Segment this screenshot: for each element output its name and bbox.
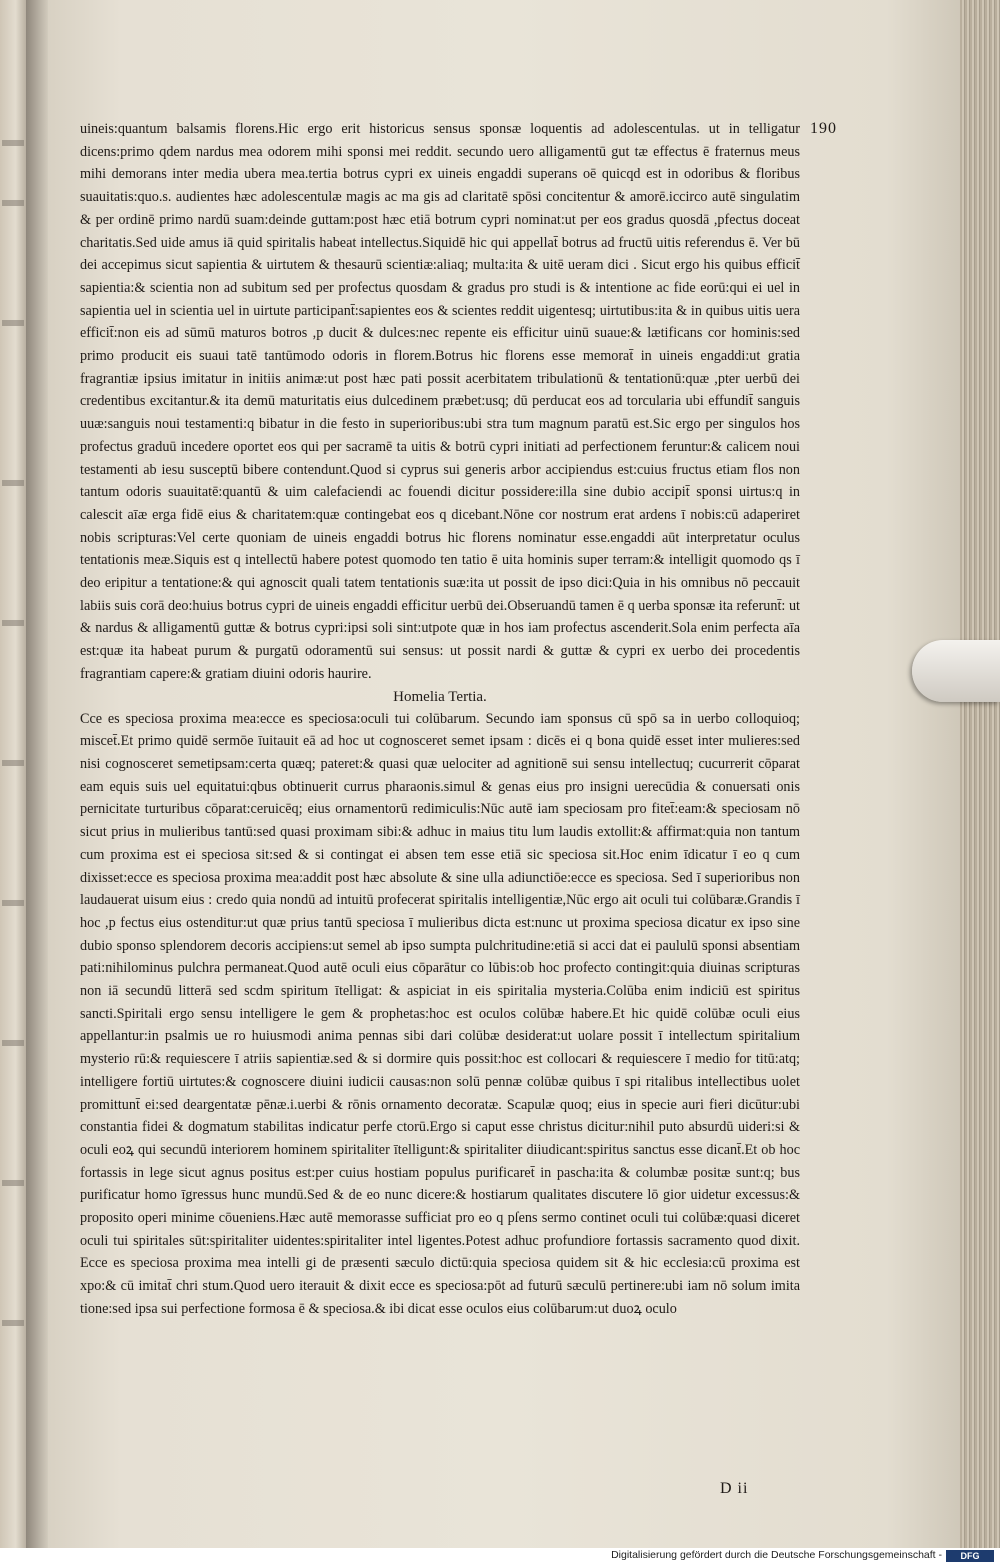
digitization-footer xyxy=(0,1548,1000,1564)
dfg-logo-icon: DFG xyxy=(946,1550,994,1562)
text-fragment xyxy=(2,760,24,766)
page-clip xyxy=(912,640,1000,702)
text-fragment xyxy=(2,480,24,486)
homily-paragraph: Cce es speciosa proxima mea:ecce es speciosa:oculi tui colūbarum. Secundo iam sponsus cū spō sa in uerbo colloquioq; miscet̄.Et primo quidē sermōe īuitauit eā ad hoc ut cognosceret semet ipsam : dicēs ei q bona quidē esset inter mulieres:sed nisi cognosceret semetipsam:certa quæq; pateret:& quasi quæ uelociter ad agnitionē sui sensu intellectuq; cucurrerit cōparat eam equis suis uel equitatui:qbus obtinuerit currus pharaonis.simul & genas eius pro insigni uerecūdia & conuersati onis pernicitate turturibus cōparat:ceruicēq; eius ornamentorū redimiculis:Nūc autē iam speciosam pro fitet̄:eam:& speciosam nō sicut prius in mulieribus tantū:sed quasi proximam sibi:& adhuc in maius titu lum laudis extollit:& affirmat:quia non tantum cum proxima est ei speciosa sit:sed & si contingat ei absen tem esse etiā sic speciosa sit.Hoc enim īdicatur ī eo q cum dixisset:ecce es speciosa proxima mea:addit post hæc absolute & sine ulla adiunctiōe:ecce es speciosa. Sed ī superioribus non laudauerat uisum eius : credo quia nondū ad intuitū profecerat spiritalis intelligentiæ,Nūc ergo ait oculi tui colūbaræ.Grandis ī hoc ,p fectus eius ostenditur:ut quæ prius tantū speciosa ī mulieribus dicta est:nunc ut proxima speciosa dicatur ex ipso sine dubio sponso splendorem decoris accipiens:ut semel ab ipso sumpta pulchritudine:etiā si acci dat ei paululū sponsi absentiam pati:nihilominus pulchra permaneat.Quod autē oculi eius cōparātur co lūbis:ob hoc profecto contingit:quia diuinas scripturas non iā secundū litterā sed scdm spiritum ītelligat: & aspiciat in eis spiritalia mysteria.Colūba enim indiciū est spiritus sancti.Spiritali ergo sensu intelligere le gem & prophetas:hoc est oculos colūbæ habere.Et hic quidē colūbæ oculi eius appellantur:in psalmis ue ro huiusmodi anima pennas sibi dari colūbæ desiderat:ut uolare possit ī intellectum spiritalium mysterio rū:& requiescere ī atriis sapientiæ.sed & si dormire quis possit:hoc est collocari & requiescere ī medio for titū:atq; intelligere fortiū uirtutes:& cognoscere diuini iudicii causas:non solū pennæ colūbæ quibus ī spi ritalibus intellectibus uolet promittunt̄ ei:sed deargentatæ pēnæ.i.uerbi & rōnis ornamento decoratæ. Scapulæ quoq; eius in specie auri fieri dicūtur:ubi constantia fidei & dogmatum stabilitas indicatur perfe ctorū.Ergo si caput esse christus dicitur:nihil puto absurdū uideri:si & oculi eoꝝ qui secundū interiorem hominem spiritaliter ītelligunt:& spiritaliter diiudicant:spiritus sanctus esse dicant̄.Et ob hoc fortassis in lege sicut agnus positus est:per cuius hostiam populus purificaret̄ in pascha:ita & columbæ positæ sunt:q; bus purificatur homo īgressus hunc mundū.Sed & de eo nunc dicere:& hostiarum qualitates discutere lō gior uidetur excessus:& proposito operi minime cōueniens.Hæc autē memorasse sufficiat pro eo q pſens sermo continet oculi tui colūbæ:quasi diceret oculi tui spiritales sūt:spiritaliter uidentes:spiritaliter intel ligentes.Potest adhuc profundiore fortassis sacramento quod dixit. Ecce es speciosa proxima mea intelli gi de præsenti sæculo dictū:quia speciosa quidem sit & hic ecclesia:cū proxima est xpo:& cū imitat̄ chri stum.Quod uero iterauit & dixit ecce es speciosa:pōt ad futurū sæculū pertinere:ubi iam nō solum imita tione:sed ipsa sui perfectione formosa ē & speciosa.& ibi dicat esse oculos eius colūbarum:ut duoꝝ oculo xyxy=(80,710,800,1317)
homily-heading: Homelia Tertia. xyxy=(393,688,487,705)
previous-page-edge xyxy=(0,0,26,1548)
signature-mark: D ii xyxy=(720,1480,749,1497)
book-gutter xyxy=(26,0,48,1548)
text-fragment xyxy=(2,1320,24,1326)
text-fragment xyxy=(2,900,24,906)
text-fragment xyxy=(2,1040,24,1046)
text-fragment xyxy=(2,1180,24,1186)
text-fragment xyxy=(2,620,24,626)
page-fore-edge xyxy=(960,0,1000,1548)
commentary-paragraph: uineis:quantum balsamis florens.Hic ergo erit historicus sensus sponsæ loquentis ad adolescentulas. ut in telligatur dicens:primo qdem nardus mea odorem mihi sponsi mei reddit. secundo uero alligamentū gut tæ effectus ē fraternus meus mihi demorans inter media ubera mea.tertia botrus cypri ex uineis engaddi superans oē quicqd est in odoribus & floribus suauitatis:quo.s. audientes hæc adolescentulæ magis ac ma gis ad claritatē spōsi concitentur & amorē.iccirco autē singulatim & per ordinē primo nardū suam:deinde guttam:post hæc etiā botrum cypri nominat:ut per eos gradus quosdā ,pfectus doceat charitatis.Sed uide amus iā quid spiritalis habeat intellectus.Siquidē hic qui appellat̄ botrus ad fructū uitis referendus ē. Ver bū dei accepimus sicut sapientia & uirtutem & thesaurū scientiæ:aliaq; multa:ita & uitē ueram dici . Sicut ergo his quibus efficit̄ sapientia:& scientia non ad subitum sed per profectus quosdam & gradus pro studi is & intentione ac fide eorū:qui ei uel in sapientia uel in scientia uel in uirtute participant̄:sapientes eos & scientes reddit uigentesq; uirtutibus:ita & in quibus uitis uera efficit̄:non eis ad sūmū maturos botros ,p ducit & dulces:nec repente eis efficitur uinū suaue:& lætificans cor hominis:sed primo producit eis suaui tatē tantūmodo odoris in florem.Botrus hic florens esse memorat̄ in uineis engaddi:ut gratia fragrantiæ ipsius imitatur in initiis animæ:ut post hæc pati possit acerbitatem tribulationū & tentationū:quæ ,pter uerbū dei credentibus excitantur.& ita demū maturitatis eius dulcedinem præbet:usq; dū perducat eos ad torcularia ubi effundit̄ sanguis uuæ:sanguis noui testamenti:q bibatur in die festo in superioribus:ubi stra tum magnum paratū est.Sic ergo per singulos hos profectus graduū incedere oportet eos qui per sacramē ta uitis & botrū cypri initiati ad perfectionem feruntur:& calicem noui testamenti ab iesu susceptū bibere contendunt.Quod si cyprus sui generis arbor accipiendus est:cuius fructus etiam flos non tantum odoris suauitatē:quantū & uim calefaciendi ac fouendi dicitur possidere:illa sine dubio accipit̄ sponsi uirtus:q in calescit aīæ erga fidē eius & charitatem:quæ contingebat eos q dicebant.Nōne cor nostrum erat ardens ī nobis:cū adaperiret nobis scripturas:Vel certe quoniam de uineis engaddi botrus hic florens nominatur esse.engaddi aūt interpretatur oculus tentationis meæ.Siquis est q intellectū habere potest quomodo ten tatio ē uita hominis super terram:& intelligit quomodo qs ī deo eripitur a tentatione:& qui agnoscit quali tatem tentationis suæ:ita ut possit de ipso dici:Quia in his omnibus nō peccauit labiis suis corā deo:huius botrus cypri de uineis engaddi efficitur uerbū dei.Obseruandū tamen ē q uerba sponsæ ita referunt̄: ut & nardus & alligamentū guttæ & botrus cypri:ipsi soli sint:utpote quæ in hos iam profectus ascenderit.Sola enim perfecta aīa est:quæ ita habeat purum & purgatū odoramentū sui sensus: ut possit nardi & guttæ & cypri ex uerbo dei procedentis fragrantiam capere:& gratiam diuini odoris haurire. xyxy=(80,121,800,682)
funding-credit: Digitalisierung gefördert durch die Deutsche Forschungsgemeinschaft - xyxy=(611,1549,942,1561)
text-fragment xyxy=(2,200,24,206)
page-text-block xyxy=(80,118,800,1321)
text-fragment xyxy=(2,320,24,326)
text-fragment xyxy=(2,140,24,146)
folio-number: 190 xyxy=(810,120,837,137)
